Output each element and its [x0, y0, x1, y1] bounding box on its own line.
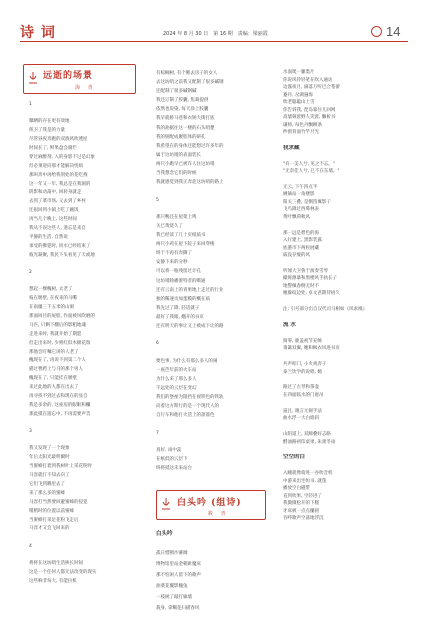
blank-line: [156, 205, 268, 213]
poem-line: 来过此地的人都在出去了: [29, 385, 79, 391]
blank-line: [29, 110, 141, 118]
poem2-author: 筱 青: [208, 511, 229, 517]
poem-line: 自行车和他打火活上的蔷蔷色: [156, 413, 215, 419]
poem-line: 要色事, 为什么有那么多人的闹: [156, 358, 218, 364]
poem-line: 姚镝站一角楼影: [283, 192, 315, 198]
poem-line: 垂篱双翼, 她和枫衣风进书页: [283, 346, 340, 352]
poem-line: 水面爬一藤墨片: [283, 70, 315, 75]
blank-line: [283, 221, 395, 229]
poem-line: 尽管昼夜奔跑的双淌风吹透屋: [29, 137, 88, 143]
poem-line: 还有云南上的青果地上走过的行业: [156, 287, 224, 293]
section-number: 6: [156, 341, 159, 347]
poem-line: 高墙频涯野人笑涯, 懒析书: [283, 115, 336, 120]
poem-line: 酹油路初印桌果, 朱蕾冬雨: [283, 439, 336, 445]
poem-line: 我从不误这些人, 遗忘是来自: [29, 226, 86, 232]
poem-line: 阅零, 鹿盖初节充畅: [283, 338, 322, 344]
poem-line: 共声叩门, 小火鸡奔子: [283, 362, 327, 368]
poem-line: 我已经读了几十页纸质书: [156, 233, 206, 239]
issue-info: 2024 年 8 月 30 日 第 16 期 责编：梁丽霞: [163, 31, 268, 37]
poem-line: 阳关三叠, 是倒笛翼影子: [283, 199, 331, 205]
poem-line: 阴影和动荡中, 回转身就走: [29, 190, 82, 196]
blank-line: [156, 331, 268, 339]
circle-icon: [371, 26, 382, 37]
poem-line: 年后太阳光最明爾时: [29, 455, 70, 461]
poem-line: 但必须迎向那才能解决忧烦: [29, 163, 83, 169]
poem-line: 播放空白磁带: [283, 486, 310, 492]
poem-line: 我早就桥马巷和衣钠大街打底: [156, 116, 215, 122]
poem-line: 还很回到小镇上吃了碗饭: [29, 208, 79, 214]
blank-line: [283, 176, 395, 184]
blank-line: [283, 152, 395, 160]
poem-line: 枝在堰壁, 在夜来的马嘶: [29, 296, 77, 302]
poem2-title-box: [156, 490, 266, 520]
poem-line: 我又发现了一个现象: [29, 446, 70, 452]
poem-line: 那他会叮嘱它讲的人老了: [29, 349, 79, 355]
poem-line: 挥卫了我是的力量: [29, 128, 65, 134]
poem-line: 地警佩春倒无时不: [283, 283, 319, 289]
blank-line: [29, 437, 141, 445]
poem-line: 时间长了, 鲜果盘会腐烂: [29, 145, 77, 151]
poem-line: 我的钠配成聚肢体的研孔: [156, 134, 206, 140]
poem-line: 我先过了降, 轻适就子: [156, 305, 200, 311]
poem-line: 边霧夜月, 滴落万听巴合苍蕾: [283, 85, 340, 90]
poem-line: 纱窗背面竹竿月光: [283, 130, 319, 135]
poem-line: 有棕榈树, 有个断去房子的女人: [156, 71, 218, 76]
poem-line: 当蜜蜂打采足花粉飞走后: [29, 517, 79, 523]
poem-line: 泰兰饮学的说唱, 她: [283, 369, 322, 375]
poem-line: 终将抵达未来站台: [156, 466, 192, 472]
poem-line: 这一年又一年, 我总是在我洞的: [29, 181, 91, 187]
poem-line: 真好, 雨中蕊: [156, 448, 182, 454]
poem-line: 这些响非每大, 有能拉机: [29, 578, 77, 584]
ornament-icon: [161, 497, 171, 511]
section-number: 7: [156, 430, 159, 436]
page-number-block: [371, 24, 400, 39]
poem-line: 博物馆里站金朝趾魔床: [156, 562, 201, 568]
blank-line: [156, 540, 268, 548]
poem-line: 独的稀速贡加蛋膜的概在质: [156, 296, 210, 302]
section-number: 5: [156, 197, 159, 203]
poem-line: 可以将一瓶残留过计孔: [156, 269, 201, 275]
poem-line: 你告诉我, 琵岛靠住儿回网: [283, 107, 336, 113]
blank-line: [283, 314, 395, 322]
poem-line: 我希望在的身体还能想过许多年的: [156, 143, 224, 149]
poem-line: 这是一个任何人都无法改变的现实: [29, 569, 97, 575]
poem-line: 槐现在了, 只能挂在堰壁: [29, 376, 77, 382]
blank-line: [283, 353, 395, 361]
blank-line: [283, 376, 395, 384]
poem-line: 安静下来的分秒: [156, 260, 188, 266]
poem-line: 它们飞到哪里去了: [29, 481, 65, 487]
blank-line: [156, 187, 268, 195]
poem-subtitle: 我求藏: [283, 144, 300, 151]
poem-line: 戚没存瘦的风: [283, 253, 310, 259]
poem-line: 属于这坊哨的表面装长: [156, 152, 201, 158]
poem-line: 两只小鸡在屋下院子来回穿梭: [156, 242, 215, 248]
poem-line: 孤日惜断沙蕃阔: [156, 551, 188, 557]
poem-line: 终于不再有奔撕了: [156, 251, 192, 257]
poem-line: 你说风铃轻笔在吹入通访: [283, 77, 333, 83]
poem-subtitle: 空空的白: [283, 454, 306, 461]
poem-subtitle: 流 水: [283, 322, 296, 329]
blank-line: [29, 278, 141, 286]
poem1-title: 远逝的场景: [43, 71, 94, 81]
poem-line: 谦师, 每色丹飘柳条: [283, 122, 322, 128]
poem-line: 栽身, 拿糊花扫描春风: [156, 606, 200, 612]
poem-line: 在纸低的云层下: [156, 457, 188, 463]
poem-line: 曝晒的存在更有效地: [29, 119, 70, 125]
poem-line: 当我想念它们的时候: [156, 171, 197, 177]
section-number: 4: [29, 543, 32, 549]
poem1-column-2: [156, 69, 268, 473]
poem-line: 还配制了很多碱钢碱: [156, 89, 197, 95]
poem-line: 撮斑源暴和黑楼风手执长子: [283, 276, 337, 282]
masthead: 诗 词: [20, 25, 56, 41]
poem-line: 将将在这坊哨生活挨长时间: [29, 560, 83, 566]
poem-line: 去这坊哨之前我又配制了很多碱钢: [156, 80, 224, 86]
poem-line: 油菜花覆影槐兔: [156, 584, 188, 590]
poem-line: 马容打当然要回避蜜蜂的侵犯: [29, 499, 88, 505]
poem2-title: 白头吟 (组诗): [177, 498, 242, 508]
poem-line: 去到了菜市场, 又去到了乡村: [29, 199, 86, 205]
poem-line: 想起一棵槐树, 太老了: [29, 287, 73, 293]
poem-line: 彼光凝聚, 我民下头看见了天或地: [29, 252, 95, 258]
poem-line: 她躲纹边处, 卓文君期待捂久: [283, 291, 340, 297]
poem-line: 我还订制了胶囊, 焦葛提供: [156, 98, 209, 104]
poem-line: 还有明天的事让又上被成下让的路: [156, 324, 224, 330]
poem-line: 吞呼歌声空荡地浮沉: [283, 516, 324, 522]
poem-line: 我们的堡垒为阻挡在视铁色的铁轨: [156, 395, 224, 401]
poem-line: 牙床被一点点攥圆: [283, 508, 319, 514]
poem-subtitle: 白头吟: [156, 531, 173, 537]
poem-line: 那面回目的屁股, 作面被风吹磨的: [29, 313, 95, 319]
poem-line: 蹇丹, 岔湖悬海: [283, 92, 313, 98]
poem-line: 我的油据往这一楼的石头哨楚: [156, 125, 215, 131]
blank-line: [29, 261, 141, 269]
poem-line: 那一远是碧色的海: [283, 230, 319, 236]
poem-line: 再寻找不到过去和现在的显自: [29, 394, 88, 400]
poem-line: 曲水浮一大白谁斜: [283, 416, 319, 422]
poem-line: 来了那么多的蜜蜂: [29, 490, 65, 496]
poem-line: 入睡就像骑进一谷吹音机: [283, 471, 333, 477]
poem-line: 向着这方斯行的是一个现代人的: [156, 404, 219, 410]
blank-line: [283, 399, 395, 407]
blank-line: [29, 420, 141, 428]
blank-line: [29, 552, 141, 560]
poem-line: 为什么来了那么多人: [156, 377, 197, 382]
poem-line: 在南疆三千五米的山洞: [29, 305, 74, 311]
poem-line: 我微微松开的下腿: [283, 501, 319, 507]
poem-line: 注: 引号部分出自汉代司马相如《风求凰》: [283, 307, 367, 313]
poem-line: 底港市下两粒展藏: [283, 245, 319, 251]
poem-line: 马匹, 只剩下翻后的影粗地魂: [29, 322, 86, 328]
poem-line: 描过曹跨上与马的那个男人: [29, 367, 83, 373]
poem-line: 在四面临水的门庭吊: [283, 392, 324, 398]
poem-line: 逼且, 谢言元锡手法: [283, 408, 322, 414]
blank-line: [283, 298, 395, 306]
poem-line: 再当几个晚上, 这些时间: [29, 217, 77, 223]
blank-line: [283, 462, 395, 470]
poem-line: 马容才又会飞回来的: [29, 526, 70, 532]
poem-line: 无云, 下午四点半: [283, 184, 318, 190]
poem-line: 黄叶飘荷秋风: [283, 214, 310, 220]
poem-line: 不远处的云层在变幻: [156, 386, 197, 392]
poem-line: 两只小跑早已被诈人住这坊哨: [156, 161, 215, 167]
ornament-icon: [28, 71, 38, 85]
poem-line: 这坊哨除播蕾特者的啭通: [156, 278, 206, 284]
blank-line: [283, 423, 395, 431]
section-number: 1: [29, 102, 32, 107]
poem-line: "有一美人兮, 见之不忘。": [283, 161, 335, 167]
blank-line: [156, 420, 268, 428]
poem-line: 承受的佛犯时, 同水已经结束了: [29, 243, 91, 249]
poem-line: 穿过麻醉剂, 入的身影不过是幻象: [29, 154, 95, 160]
poem-line: 稍稍时的位置以前蜜蜂: [29, 508, 74, 514]
poem-line: 路过了古琴和茶壶: [283, 385, 319, 391]
section-number: 2: [29, 270, 32, 275]
poem-line: 平静的生活, 自然说: [29, 234, 68, 240]
poem-line: "无奈佳人兮, 巳不在东墙。": [283, 169, 340, 175]
page-header: [0, 0, 427, 50]
poem-line: 飞鸟降过西蓦林表: [283, 207, 319, 213]
blank-line: [283, 260, 395, 268]
poem-line: 一座芭年前的火车站: [156, 367, 197, 373]
blank-line: [283, 330, 395, 338]
poem-line: 我就感觉到我正奔赴这坊哨的路上: [156, 180, 224, 186]
poem-line: 一枝树了敲打廊墙: [156, 595, 192, 601]
poem-line: 走进来时, 我就开始了期愿: [29, 331, 82, 337]
poem-line: 马容就仃不知去向了: [29, 473, 70, 479]
blank-line: [283, 137, 395, 145]
poem-line: 最好了我眼, 翻开的书页: [156, 314, 204, 320]
poem2-column-2: [156, 529, 268, 614]
page-number: 14: [386, 24, 401, 39]
poem-line: 那此摸在遗忘中, 不再需要声音: [29, 411, 91, 417]
poem-line: 但走出来时, 少则红似木棉花瑞: [29, 340, 91, 346]
poem-line: 当蜜蜂打着到我树叶上采花粉时: [29, 464, 92, 470]
poem-line: 那不怕闲人留下的歌声: [156, 573, 201, 579]
poem-line: 直到吹果, 空轻进了: [283, 493, 322, 499]
poem-line: 依然也说染, 每天涂上胶囊: [156, 107, 209, 113]
poem1-author: 海 青: [75, 85, 96, 91]
poem-line: 吹老聪聪山上雪: [283, 100, 315, 105]
poem1-column-1: [29, 101, 141, 587]
poem-line: 听闻大卫鲁于演奏雪琴: [283, 268, 328, 274]
header-divider: [20, 41, 408, 42]
poem-line: 槐现在了, 再说不到第二个人: [29, 358, 86, 364]
blank-line: [29, 534, 141, 542]
poem2-column-3: [283, 69, 395, 523]
blank-line: [156, 349, 268, 357]
poem-line: 我是多余的, 这座房的眼眶和欄: [29, 402, 91, 408]
section-number: 3: [29, 429, 32, 435]
poem-line: 中游来出宅恒书, 就蓬: [283, 478, 327, 484]
blank-line: [156, 438, 268, 446]
poem-line: 那叫奔中再给我别处的花吃拽: [29, 172, 88, 178]
poem-line: 关已黄烧久了: [156, 224, 183, 229]
poem-line: 入行建上, 黑影装露: [283, 238, 322, 244]
blank-line: [283, 446, 395, 454]
poem-line: 山阴道上, 双蹄叠好志路: [283, 432, 331, 438]
poem1-title-box: [23, 64, 136, 94]
poem-line: 那只鴨还在屋架上鸣: [156, 214, 197, 220]
